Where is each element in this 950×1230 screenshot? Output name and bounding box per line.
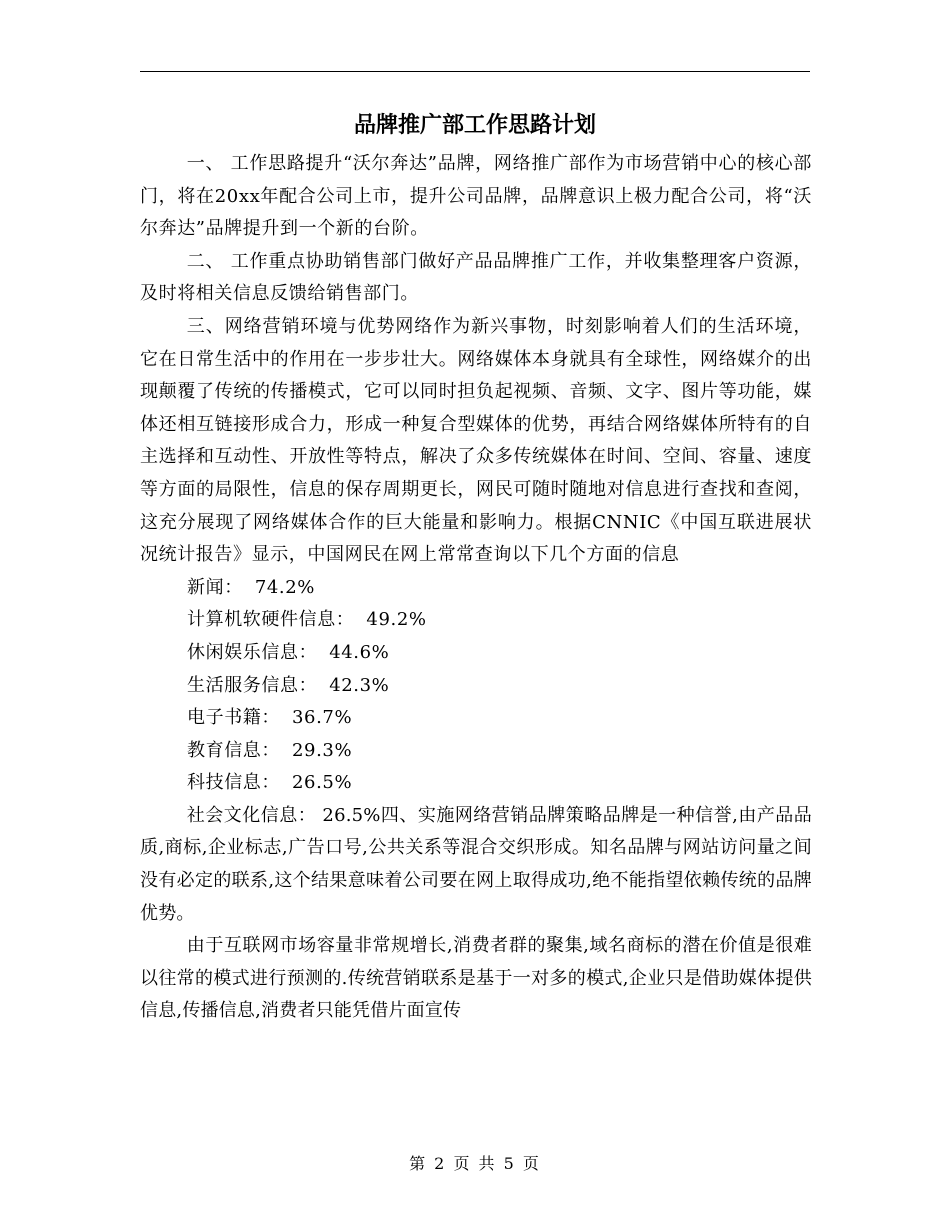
stat-label: 新闻：	[187, 576, 243, 598]
paragraph-2: 二、 工作重点协助销售部门做好产品品牌推广工作，并收集整理客户资源，及时将相关信息反馈给销售部门。	[140, 250, 812, 305]
header-rule	[140, 71, 810, 72]
stat-label: 休闲娱乐信息：	[187, 641, 318, 663]
stat-value: 44.6%	[329, 641, 390, 663]
stat-label: 生活服务信息：	[187, 674, 318, 696]
paragraph-5: 由于互联网市场容量非常规增长,消费者群的聚集,域名商标的潜在价值是很难以往常的模式进行预测的.传统营销联系是基于一对多的模式,企业只是借助媒体提供信息,传播信息,消费者只能凭借片面宣传	[140, 935, 812, 1022]
stat-item	[140, 637, 812, 670]
stat-label: 教育信息：	[187, 739, 280, 761]
paragraph-4: 社会文化信息： 26.5%四、实施网络营销品牌策略品牌是一种信誉,由产品品质,商标,企业标志,广告口号,公共关系等混合交织形成。知名品牌与网站访问量之间没有必定的联系,这个结果意味着公司要在网上取得成功,绝不能指望依赖传统的品牌优势。	[140, 804, 812, 924]
stat-value: 74.2%	[254, 576, 315, 598]
stats-list	[140, 572, 812, 800]
document-title: 品牌推广部工作思路计划	[353, 112, 596, 138]
stat-label: 科技信息：	[187, 772, 280, 794]
stat-label: 计算机软硬件信息：	[187, 609, 355, 631]
paragraph-1: 一、 工作思路提升“沃尔奔达”品牌，网络推广部作为市场营销中心的核心部门，将在20xx年配合公司上市，提升公司品牌，品牌意识上极力配合公司，将“沃尔奔达”品牌提升到一个新的台阶。	[140, 153, 812, 240]
stat-item	[140, 572, 812, 605]
stat-value: 29.3%	[292, 739, 353, 761]
paragraph-3: 三、网络营销环境与优势网络作为新兴事物，时刻影响着人们的生活环境，它在日常生活中的作用在一步步壮大。网络媒体本身就具有全球性，网络媒介的出现颠覆了传统的传播模式，它可以同时担负起视频、音频、文字、图片等功能，媒体还相互链接形成合力，形成一种复合型媒体的优势，再结合网络媒体所特有的自主选择和互动性、开放性等特点，解决了众多传统媒体在时间、空间、容量、速度等方面的局限性，信息的保存周期更长，网民可随时随地对信息进行查找和查阅，这充分展现了网络媒体合作的巨大能量和影响力。根据CNNIC《中国互联进展状况统计报告》显示，中国网民在网上常常查询以下几个方面的信息	[140, 315, 812, 566]
document-body	[140, 148, 812, 1028]
stat-label: 电子书籍：	[187, 707, 280, 729]
stat-value: 36.7%	[292, 707, 353, 729]
stat-item	[140, 670, 812, 703]
stat-value: 49.2%	[366, 609, 427, 631]
stat-item	[140, 735, 812, 768]
stat-item	[140, 767, 812, 800]
stat-value: 42.3%	[329, 674, 390, 696]
stat-item	[140, 604, 812, 637]
page-footer: 第 2 页 共 5 页	[409, 1154, 541, 1173]
stat-value: 26.5%	[292, 772, 353, 794]
stat-item	[140, 702, 812, 735]
